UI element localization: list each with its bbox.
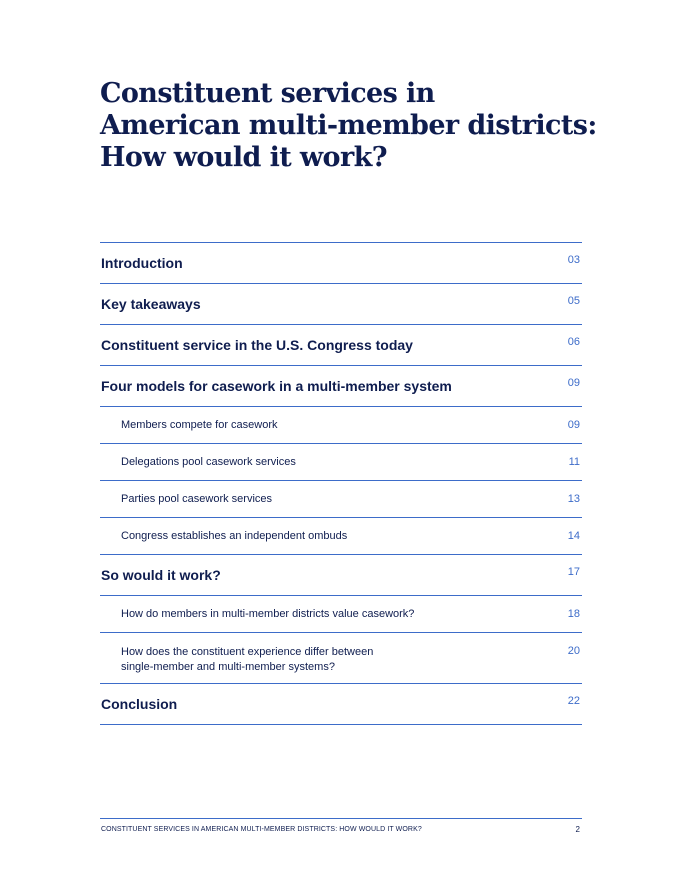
toc-entry-label: Introduction	[101, 255, 183, 271]
toc-entry-label-line-2: single-member and multi-member systems?	[121, 661, 335, 673]
toc-entry-page: 09	[567, 419, 580, 431]
toc-entry-label-line-1: How does the constituent experience differ between	[121, 646, 374, 658]
toc-entry-label	[121, 645, 373, 675]
toc-entry-constituent-service-today[interactable]	[100, 325, 582, 366]
toc-subentry-ombuds[interactable]	[100, 518, 582, 555]
toc-entry-page: 18	[567, 608, 580, 620]
toc-entry-label: How do members in multi-member districts value casework?	[121, 608, 415, 620]
toc-entry-label: Key takeaways	[101, 296, 201, 312]
footer-page-number: 2	[575, 825, 580, 834]
toc-entry-page: 17	[567, 566, 580, 578]
toc-entry-label: Members compete for casework	[121, 419, 278, 431]
toc-entry-four-models[interactable]	[100, 366, 582, 407]
toc-entry-conclusion[interactable]	[100, 684, 582, 725]
toc-subentry-constituent-experience[interactable]	[100, 633, 582, 684]
toc-entry-label: Parties pool casework services	[121, 493, 273, 505]
footer-running-title: CONSTITUENT SERVICES IN AMERICAN MULTI-MEMBER DISTRICTS: HOW WOULD IT WORK?	[101, 826, 422, 833]
title-line-1: Constituent services in	[100, 78, 435, 109]
toc-entry-page: 11	[568, 456, 580, 468]
toc-subentry-value-casework[interactable]	[100, 596, 582, 633]
toc-entry-label: Congress establishes an independent ombuds	[121, 530, 348, 542]
table-of-contents	[100, 242, 582, 725]
toc-entry-label: Constituent service in the U.S. Congress today	[101, 337, 413, 353]
toc-entry-label: Four models for casework in a multi-member system	[101, 378, 452, 394]
toc-entry-key-takeaways[interactable]	[100, 284, 582, 325]
toc-entry-label: Delegations pool casework services	[121, 456, 296, 468]
toc-entry-page: 20	[567, 645, 580, 657]
toc-entry-so-would-it-work[interactable]	[100, 555, 582, 596]
toc-entry-page: 22	[567, 695, 580, 707]
toc-entry-page: 13	[567, 493, 580, 505]
toc-entry-label: Conclusion	[101, 696, 178, 712]
toc-entry-page: 06	[567, 336, 580, 348]
title-line-3: How would it work?	[100, 142, 387, 173]
toc-entry-page: 14	[567, 530, 580, 542]
toc-entry-introduction[interactable]	[100, 243, 582, 284]
toc-entry-page: 09	[567, 377, 580, 389]
title-line-2: American multi-member districts:	[100, 110, 597, 141]
toc-entry-label: So would it work?	[101, 567, 221, 583]
toc-entry-page: 05	[567, 295, 580, 307]
document-title	[100, 78, 600, 174]
toc-subentry-parties-pool[interactable]	[100, 481, 582, 518]
toc-subentry-delegations-pool[interactable]	[100, 444, 582, 481]
page-footer	[100, 818, 582, 841]
toc-entry-page: 03	[567, 254, 580, 266]
toc-subentry-members-compete[interactable]	[100, 407, 582, 444]
